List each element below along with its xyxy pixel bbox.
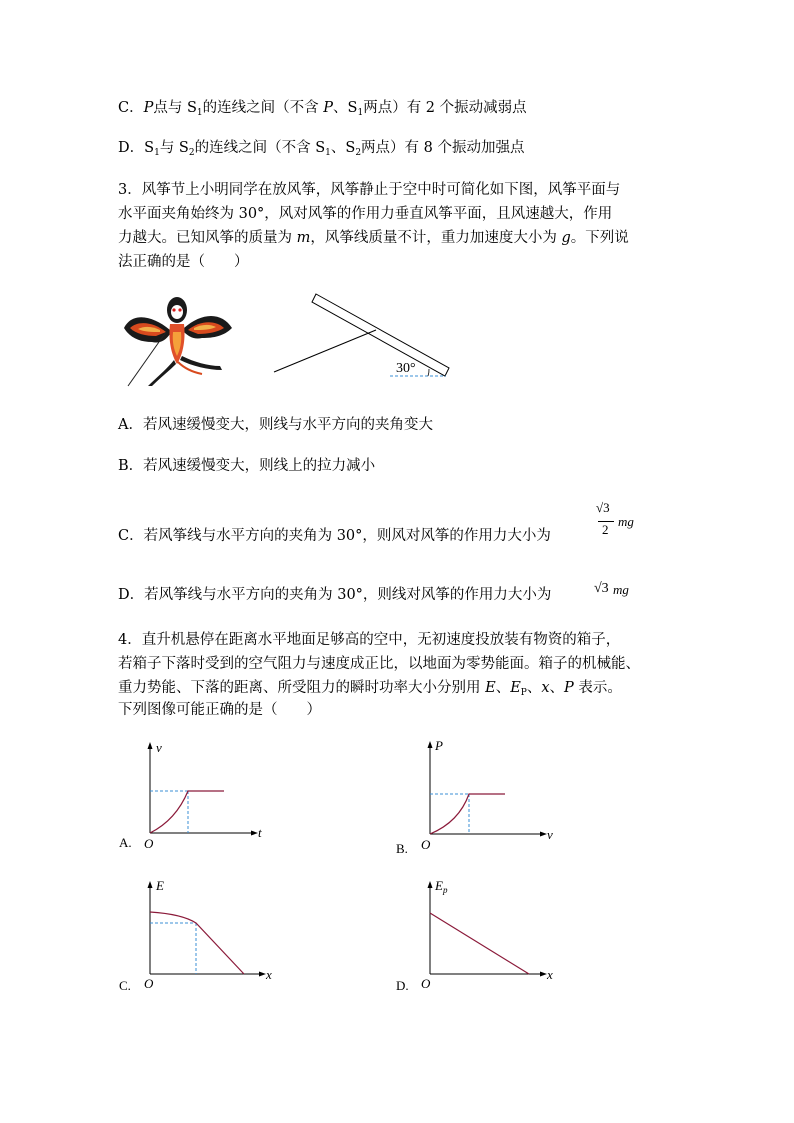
graph-a-option-label: A.: [119, 835, 132, 850]
graph-a-y-label: v: [156, 740, 162, 755]
graph-b: [395, 736, 565, 856]
kite-force-diagram: [270, 290, 455, 380]
graph-a-curve: [150, 791, 224, 833]
q3-option-c: C．若风筝线与水平方向的夹角为 30°，则风对风筝的作用力大小为: [118, 528, 551, 544]
graph-d-line: [430, 913, 529, 974]
graph-d: [395, 876, 565, 996]
q3-option-a: A．若风速缓慢变大，则线与水平方向的夹角变大: [118, 417, 433, 433]
graph-c: [118, 876, 278, 996]
q3-option-d-sqrt: √3: [594, 581, 609, 596]
q3-stem-line1: 3．风筝节上小明同学在放风筝，风筝静止于空中时可简化如下图，风筝平面与: [118, 182, 621, 198]
q3-stem-line3: 力越大。已知风筝的质量为 m，风筝线质量不计，重力加速度大小为 g。下列说: [118, 230, 629, 246]
graph-c-x-label: x: [266, 967, 272, 982]
q3-option-c-numerator: √3: [596, 500, 610, 515]
angle-label: 30°: [396, 361, 416, 376]
graph-b-curve: [430, 794, 505, 834]
graph-d-x-label: x: [547, 967, 553, 982]
q3-option-c-mg: mg: [618, 514, 634, 529]
graph-b-x-label: v: [547, 827, 553, 842]
kite-line: [274, 330, 376, 372]
q3-stem-line4: 法正确的是（ ）: [118, 254, 249, 270]
q3-option-d-mg: mg: [613, 582, 629, 597]
angle-arc: [428, 369, 429, 376]
graph-d-option-label: D.: [396, 978, 409, 993]
graph-d-origin: O: [421, 976, 431, 991]
graph-a-origin: O: [144, 836, 154, 851]
q3-option-c-denominator: 2: [602, 522, 609, 537]
q3-option-d: D．若风筝线与水平方向的夹角为 30°，则线对风筝的作用力大小为: [118, 587, 552, 603]
graph-c-origin: O: [144, 976, 154, 991]
graph-b-origin: O: [421, 837, 431, 852]
q3-option-b: B．若风速缓慢变大，则线上的拉力减小: [118, 458, 376, 474]
q4-stem-line1: 4．直升机悬停在距离水平地面足够高的空中，无初速度投放装有物资的箱子，: [118, 632, 621, 648]
q4-stem-line3: 重力势能、下落的距离、所受阻力的瞬时功率大小分别用 E、$E_P$、x、P 表示。: [118, 680, 622, 698]
q2-option-c: C．P点与 $S_1$的连线之间（不含 P、$S_1$两点）有 2 个振动减弱点: [118, 100, 527, 118]
graph-c-option-label: C.: [119, 978, 131, 993]
graph-c-curve: [150, 912, 244, 974]
q4-stem-line2: 若箱子下落时受到的空气阻力与速度成正比，以地面为零势能面。箱子的机械能、: [118, 656, 640, 672]
graph-a: [118, 738, 278, 853]
kite-illustration: [122, 290, 234, 388]
graph-c-y-label: E: [156, 878, 164, 893]
q3-stem-line2: 水平面夹角始终为 30°，风对风筝的作用力垂直风筝平面，且风速越大，作用: [118, 206, 613, 222]
kite-tail-left: [148, 360, 176, 386]
q4-stem-line4: 下列图像可能正确的是（ ）: [118, 702, 321, 718]
graph-b-option-label: B.: [396, 841, 408, 856]
graph-b-y-label: P: [435, 738, 443, 753]
kite-plane: [312, 294, 449, 376]
graph-d-y-label: $E_p$: [435, 878, 448, 895]
q2-option-d: D．$S_1$与 $S_2$的连线之间（不含 $S_1$、$S_2$两点）有 8 个振动加强点: [118, 140, 525, 158]
graph-a-x-label: t: [258, 825, 262, 840]
